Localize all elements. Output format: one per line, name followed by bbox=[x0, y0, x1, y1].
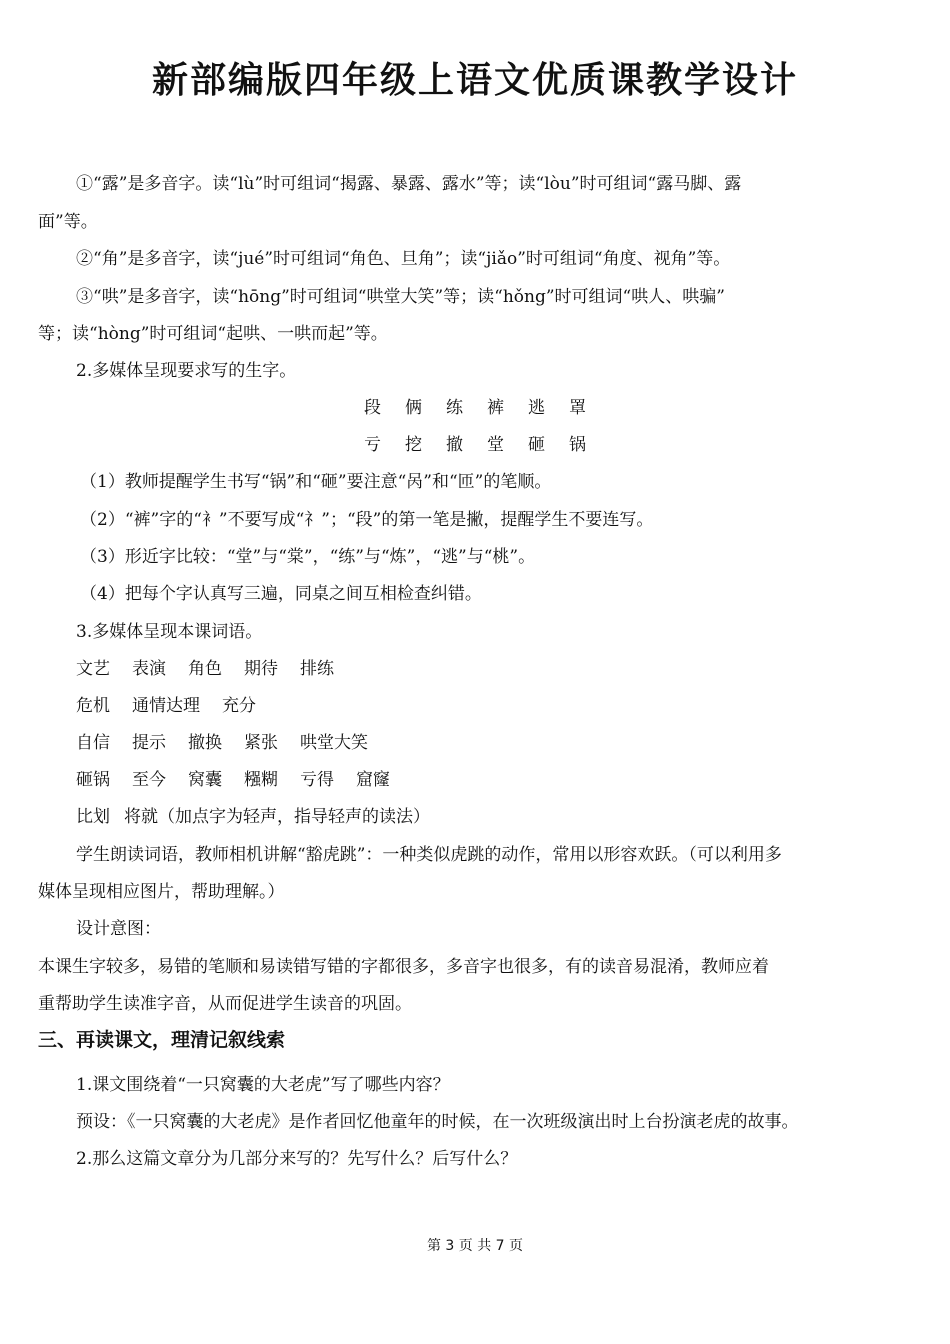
vocab-word: 撤换 bbox=[188, 733, 222, 753]
char: 挖 bbox=[405, 435, 422, 455]
writing-note-1: （1）教师提醒学生书写“锅”和“砸”要注意“呙”和“匝”的笔顺。 bbox=[80, 472, 552, 492]
vocab-word: 将就 bbox=[124, 807, 158, 827]
page-title: 新部编版四年级上语文优质课教学设计 bbox=[151, 59, 798, 101]
vocab-row4 bbox=[76, 768, 910, 792]
page-footer: 第 3 页 共 7 页 bbox=[426, 1238, 524, 1254]
char: 撤 bbox=[446, 435, 463, 455]
writing-note-4: （4）把每个字认真写三遍，同桌之间互相检查纠错。 bbox=[80, 584, 482, 604]
part3-answer1: 预设：《一只窝囊的大老虎》是作者回忆他童年的时候，在一次班级演出时上台扮演老虎的故事。 bbox=[76, 1112, 799, 1132]
vocab-word: 期待 bbox=[244, 659, 278, 679]
char: 砸 bbox=[528, 435, 545, 455]
vocab-row5 bbox=[76, 805, 910, 829]
new-chars-row2 bbox=[0, 433, 950, 457]
char: 裤 bbox=[487, 398, 504, 418]
char: 罩 bbox=[569, 398, 586, 418]
polyphone-lu-line2: 面”等。 bbox=[38, 212, 98, 232]
vocab-word: 排练 bbox=[300, 659, 334, 679]
char: 练 bbox=[446, 398, 463, 418]
new-chars-row1 bbox=[0, 396, 950, 420]
section2-heading: 2.多媒体呈现要求写的生字。 bbox=[76, 361, 297, 381]
explain-line1: 学生朗读词语，教师相机讲解“豁虎跳”：一种类似虎跳的动作，常用以形容欢跃。（可以利用多 bbox=[76, 845, 782, 865]
vocab-row3 bbox=[76, 731, 910, 755]
vocab-word: 至今 bbox=[132, 770, 166, 790]
char: 亏 bbox=[364, 435, 381, 455]
section3-heading: 3.多媒体呈现本课词语。 bbox=[76, 622, 263, 642]
part3-question2: 2.那么这篇文章分为几部分来写的？先写什么？后写什么？ bbox=[76, 1149, 518, 1169]
vocab-word: 角色 bbox=[188, 659, 222, 679]
vocab-row2 bbox=[76, 694, 910, 718]
polyphone-hong-line1: ③“哄”是多音字，读“hōng”时可组词“哄堂大笑”等；读“hǒng”时可组词“哄人、哄骗” bbox=[76, 287, 725, 307]
char: 逃 bbox=[528, 398, 545, 418]
writing-note-3: （3）形近字比较：“堂”与“棠”，“练”与“炼”，“逃”与“桃”。 bbox=[80, 547, 536, 567]
vocab-word: 危机 bbox=[76, 696, 110, 716]
vocab-word: 哄堂大笑 bbox=[300, 733, 368, 753]
char: 段 bbox=[364, 398, 381, 418]
writing-note-2: （2）“裤”字的“衤”不要写成“礻”；“段”的第一笔是撇，提醒学生不要连写。 bbox=[80, 510, 654, 530]
vocab-word: 糨糊 bbox=[244, 770, 278, 790]
vocab-word: 文艺 bbox=[76, 659, 110, 679]
vocab-word: 充分 bbox=[222, 696, 256, 716]
vocab-word: 比划 bbox=[76, 807, 110, 827]
neutral-tone-note: （加点字为轻声，指导轻声的读法） bbox=[158, 807, 430, 827]
vocab-word: 表演 bbox=[132, 659, 166, 679]
vocab-row1 bbox=[76, 657, 910, 681]
char: 锅 bbox=[569, 435, 586, 455]
vocab-word: 提示 bbox=[132, 733, 166, 753]
explain-line2: 媒体呈现相应图片，帮助理解。） bbox=[38, 882, 285, 902]
vocab-word: 自信 bbox=[76, 733, 110, 753]
design-intent-label: 设计意图： bbox=[76, 919, 161, 939]
vocab-word: 亏得 bbox=[300, 770, 334, 790]
vocab-word: 窝囊 bbox=[188, 770, 222, 790]
design-intent-line2: 重帮助学生读准字音，从而促进学生读音的巩固。 bbox=[38, 994, 412, 1014]
part3-heading: 三、再读课文，理清记叙线索 bbox=[38, 1029, 286, 1051]
part3-question1: 1.课文围绕着“一只窝囊的大老虎”写了哪些内容？ bbox=[76, 1075, 450, 1095]
char: 俩 bbox=[405, 398, 422, 418]
design-intent-line1: 本课生字较多，易错的笔顺和易读错写错的字都很多，多音字也很多，有的读音易混淆，教师应着 bbox=[38, 957, 769, 977]
polyphone-jue: ②“角”是多音字，读“jué”时可组词“角色、旦角”；读“jiǎo”时可组词“角度、视角”等。 bbox=[76, 249, 731, 269]
vocab-word: 通情达理 bbox=[132, 696, 200, 716]
vocab-word: 紧张 bbox=[244, 733, 278, 753]
char: 堂 bbox=[487, 435, 504, 455]
vocab-word: 窟窿 bbox=[356, 770, 390, 790]
polyphone-lu-line1: ①“露”是多音字。读“lù”时可组词“揭露、暴露、露水”等；读“lòu”时可组词“露马脚、露 bbox=[76, 174, 742, 194]
polyphone-hong-line2: 等；读“hòng”时可组词“起哄、一哄而起”等。 bbox=[38, 324, 388, 344]
vocab-word: 砸锅 bbox=[76, 770, 110, 790]
